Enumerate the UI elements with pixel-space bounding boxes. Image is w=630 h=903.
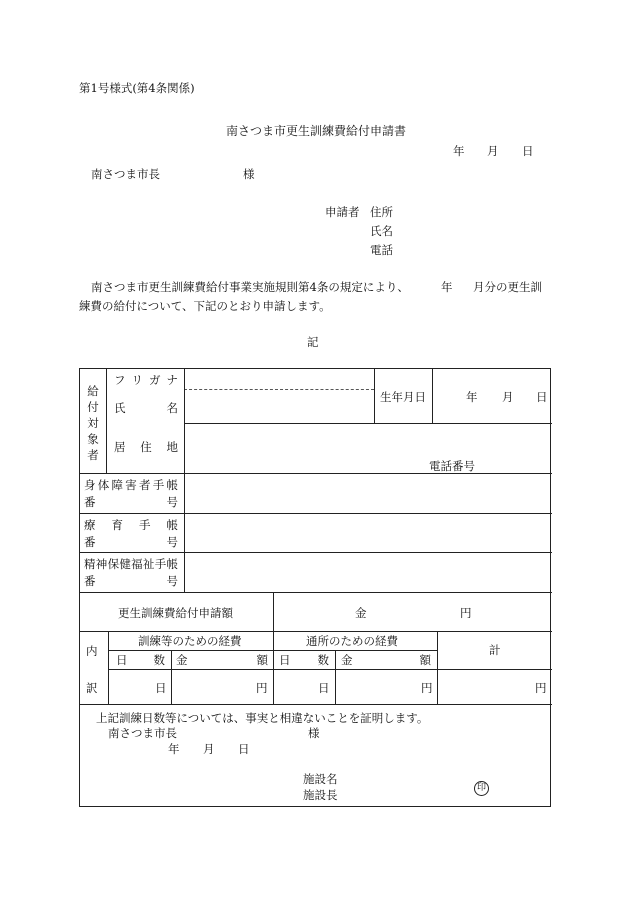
residence-label: 居 住 地: [114, 440, 178, 454]
birth-date-label: 生年月日: [380, 390, 426, 404]
breakdown-label-bottom: 訳: [86, 681, 98, 695]
ryoiku-notebook-label-line1: 療 育 手 帳: [84, 518, 178, 532]
commute-amount-header: 金 額: [341, 653, 431, 667]
training-amount-unit: 円: [256, 681, 268, 695]
applicant-role-label: 申請者: [325, 205, 360, 219]
applicant-address-label: 住所: [370, 205, 393, 219]
training-days-unit: 日: [155, 681, 167, 695]
training-cost-label: 訓練等のための経費: [138, 634, 242, 648]
commute-days-unit: 日: [318, 681, 330, 695]
phone-number-label: 電話番号: [429, 459, 475, 473]
applicant-fullname-label: 氏 名: [114, 401, 178, 415]
ki-label: 記: [307, 335, 319, 349]
date-year-label: 年: [453, 144, 465, 158]
mental-notebook-label-line2: 番 号: [84, 574, 178, 588]
certification-honorific: 様: [308, 726, 320, 740]
date-day-label: 日: [522, 144, 534, 158]
birth-day-label: 日: [536, 390, 548, 404]
birth-year-label: 年: [466, 390, 478, 404]
seal-mark: 印: [474, 781, 489, 796]
date-month-label: 月: [487, 144, 499, 158]
commute-days-header: 日 数: [279, 653, 329, 667]
training-amount-header: 金 額: [176, 653, 268, 667]
form-number: 第1号様式(第4条関係): [79, 81, 195, 95]
birth-month-label: 月: [502, 390, 514, 404]
disability-notebook-label-line1: 身 体 障 害 者 手 帳: [84, 478, 178, 492]
amount-label: 更生訓練費給付申請額: [118, 606, 233, 620]
body-line1-b: 月分の更生訓: [473, 280, 542, 294]
applicant-name-label: 氏名: [370, 224, 393, 238]
breakdown-label-top: 内: [86, 644, 98, 658]
ryoiku-notebook-label-line2: 番 号: [84, 535, 178, 549]
certification-year-label: 年: [168, 742, 180, 756]
body-line2: 練費の給付について、下記のとおり申請します。: [79, 299, 331, 313]
certification-mayor: 南さつま市長: [108, 726, 177, 740]
target-person-label: 給 付 対 象 者: [87, 384, 99, 462]
commute-amount-unit: 円: [421, 681, 433, 695]
facility-head-label: 施設長: [303, 788, 338, 802]
body-line1-year: 年: [441, 280, 453, 294]
body-line1-a: 南さつま市更生訓練費給付事業実施規則第4条の規定により、: [91, 280, 409, 294]
amount-kin-label: 金: [355, 606, 367, 620]
addressee-honorific: 様: [243, 167, 255, 181]
amount-yen-label: 円: [460, 606, 472, 620]
mental-notebook-label-line1: 精 神 保 健 福 祉 手 帳: [84, 557, 178, 571]
total-label: 計: [489, 643, 501, 657]
facility-name-label: 施設名: [303, 772, 338, 786]
certification-statement: 上記訓練日数等については、事実と相違ないことを証明します。: [96, 711, 429, 725]
application-table: [79, 368, 551, 807]
certification-month-label: 月: [203, 742, 215, 756]
furigana-label: フ リ ガ ナ: [114, 373, 178, 387]
certification-day-label: 日: [238, 742, 250, 756]
document-title: 南さつま市更生訓練費給付申請書: [226, 124, 407, 138]
training-days-header: 日 数: [116, 653, 165, 667]
addressee-name: 南さつま市長: [91, 167, 160, 181]
commute-cost-label: 通所のための経費: [306, 634, 398, 648]
total-amount-unit: 円: [535, 681, 547, 695]
applicant-phone-label: 電話: [370, 243, 393, 257]
disability-notebook-label-line2: 番 号: [84, 495, 178, 509]
